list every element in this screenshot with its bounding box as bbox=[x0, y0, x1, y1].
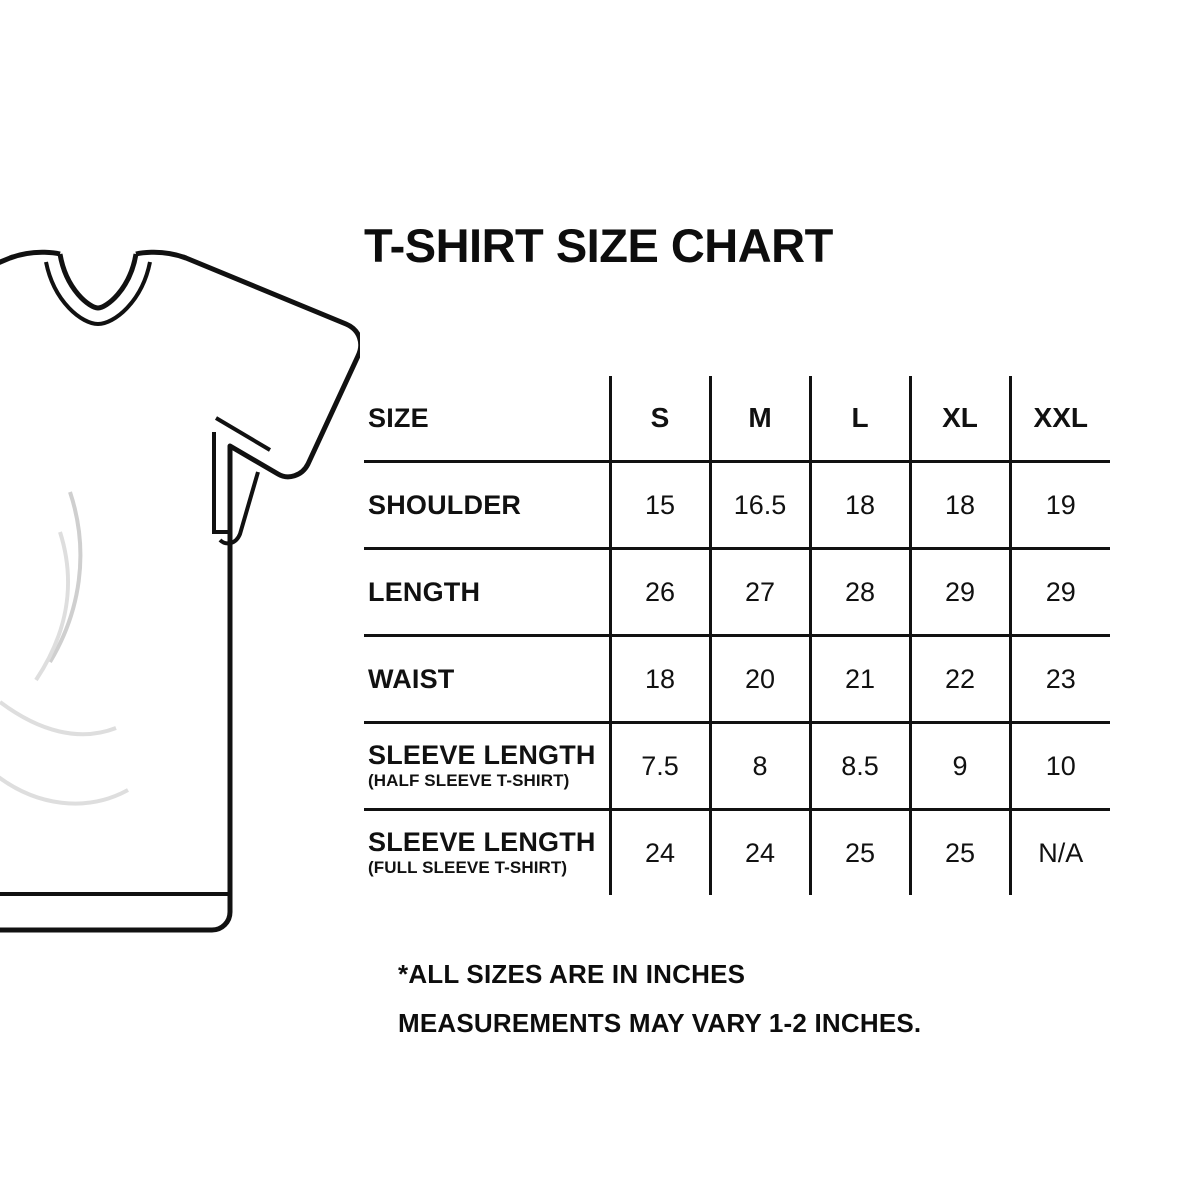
size-chart-table bbox=[364, 376, 1110, 895]
column-header-size: SIZE bbox=[364, 376, 610, 462]
row-label-text: SLEEVE LENGTH bbox=[368, 826, 596, 857]
cell-shoulder-l: 18 bbox=[810, 462, 910, 549]
cell-shoulder-xxl: 19 bbox=[1010, 462, 1110, 549]
cell-waist-xxl: 23 bbox=[1010, 636, 1110, 723]
column-header-m: M bbox=[710, 376, 810, 462]
row-label-text: SHOULDER bbox=[368, 489, 522, 520]
tshirt-outline-icon bbox=[0, 232, 360, 952]
cell-waist-m: 20 bbox=[710, 636, 810, 723]
column-header-xxl: XXL bbox=[1010, 376, 1110, 462]
row-sublabel-text: (FULL SLEEVE T-SHIRT) bbox=[368, 858, 568, 878]
row-label-sleeve-half bbox=[364, 723, 610, 810]
table-row bbox=[364, 810, 1110, 896]
cell-shoulder-m: 16.5 bbox=[710, 462, 810, 549]
tshirt-illustration bbox=[0, 232, 360, 952]
row-label-text: LENGTH bbox=[368, 576, 481, 607]
row-sublabel-text: (HALF SLEEVE T-SHIRT) bbox=[368, 771, 570, 791]
cell-sleeve-full-xl: 25 bbox=[910, 810, 1010, 896]
footnotes bbox=[398, 950, 921, 1049]
cell-length-s: 26 bbox=[610, 549, 710, 636]
table-header-row bbox=[364, 376, 1110, 462]
cell-sleeve-half-s: 7.5 bbox=[610, 723, 710, 810]
cell-sleeve-half-l: 8.5 bbox=[810, 723, 910, 810]
cell-sleeve-full-xxl: N/A bbox=[1038, 837, 1084, 868]
table-row bbox=[364, 636, 1110, 723]
row-label-shoulder bbox=[364, 462, 610, 549]
cell-waist-s: 18 bbox=[610, 636, 710, 723]
column-header-l: L bbox=[810, 376, 910, 462]
row-label-text: WAIST bbox=[368, 663, 455, 694]
row-label-length bbox=[364, 549, 610, 636]
cell-sleeve-half-xxl: 10 bbox=[1010, 723, 1110, 810]
table-row bbox=[364, 462, 1110, 549]
row-label-sleeve-full bbox=[364, 810, 610, 896]
footnote-variance: MEASUREMENTS MAY VARY 1-2 INCHES. bbox=[398, 1008, 922, 1039]
cell-waist-l: 21 bbox=[810, 636, 910, 723]
cell-length-m: 27 bbox=[710, 549, 810, 636]
table-row bbox=[364, 549, 1110, 636]
table-row bbox=[364, 723, 1110, 810]
cell-sleeve-full-m: 24 bbox=[710, 810, 810, 896]
cell-sleeve-full-s: 24 bbox=[610, 810, 710, 896]
cell-shoulder-xl: 18 bbox=[910, 462, 1010, 549]
cell-length-xl: 29 bbox=[910, 549, 1010, 636]
column-header-s: S bbox=[610, 376, 710, 462]
page-title: T-SHIRT SIZE CHART bbox=[364, 219, 833, 272]
cell-shoulder-s: 15 bbox=[610, 462, 710, 549]
cell-sleeve-half-xl: 9 bbox=[910, 723, 1010, 810]
cell-sleeve-half-m: 8 bbox=[710, 723, 810, 810]
cell-length-xxl: 29 bbox=[1010, 549, 1110, 636]
cell-sleeve-full-l: 25 bbox=[810, 810, 910, 896]
cell-waist-xl: 22 bbox=[910, 636, 1010, 723]
cell-length-l: 28 bbox=[810, 549, 910, 636]
row-label-text: SLEEVE LENGTH bbox=[368, 739, 596, 770]
footnote-units: *ALL SIZES ARE IN INCHES bbox=[398, 959, 746, 989]
column-header-xl: XL bbox=[910, 376, 1010, 462]
row-label-waist bbox=[364, 636, 610, 723]
